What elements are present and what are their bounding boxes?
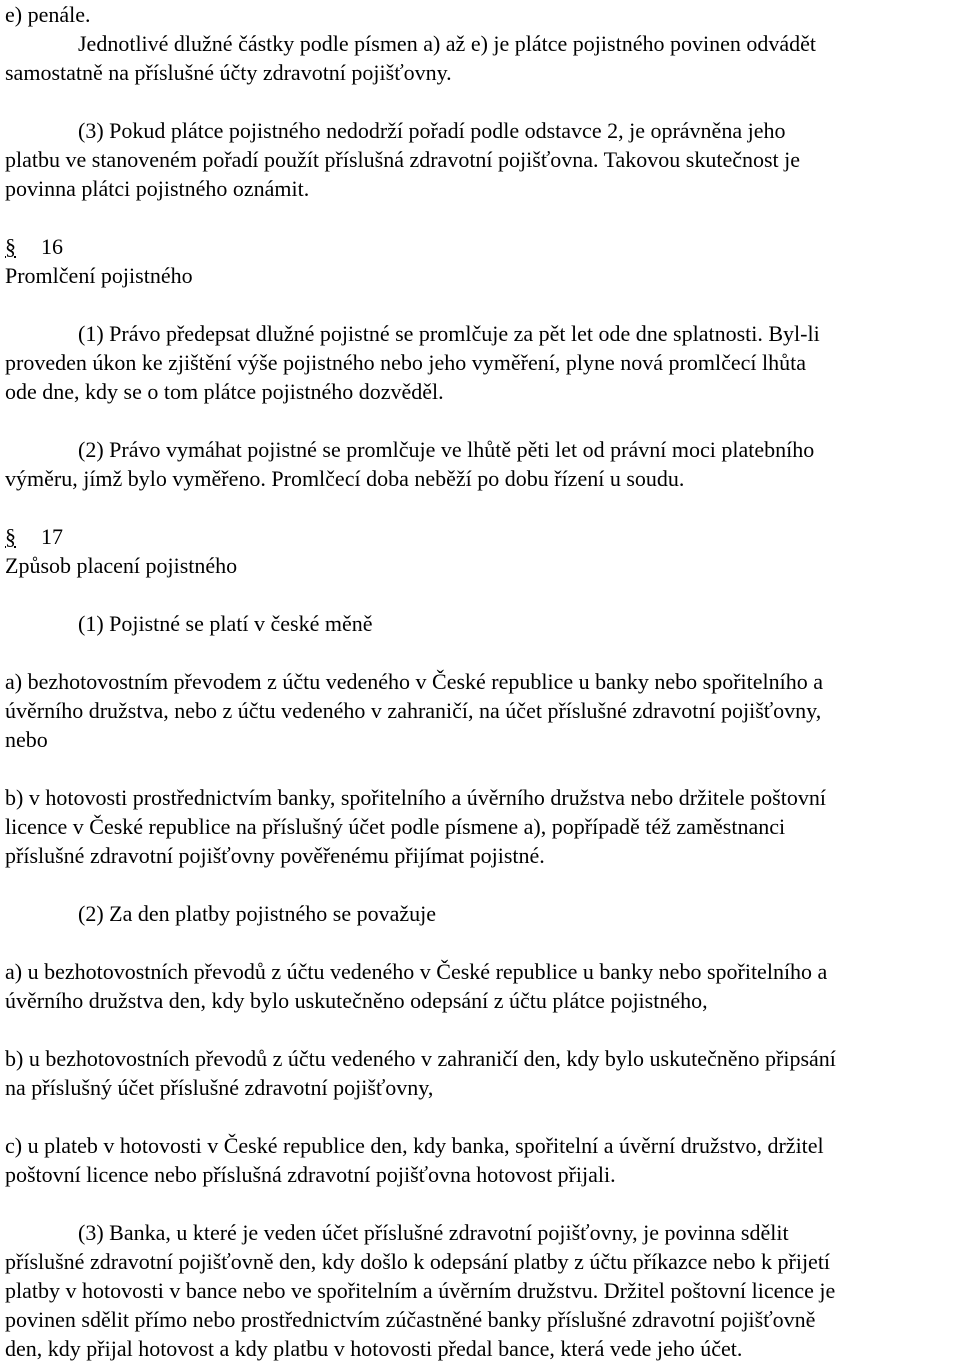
- text-line: platby v hotovosti v bance nebo ve spořitelním a úvěrním družstvu. Držitel poštovní licence je: [5, 1278, 836, 1303]
- blank-line: [5, 638, 960, 667]
- text-line: výměru, jímž bylo vyměřeno. Promlčecí doba neběží po dobu řízení u soudu.: [5, 466, 685, 491]
- text-line: c) u plateb v hotovosti v České republice den, kdy banka, spořitelní a úvěrní družstvo, držitel: [5, 1133, 824, 1158]
- text-line: platbu ve stanoveném pořadí použít příslušná zdravotní pojišťovna. Takovou skutečnost je: [5, 147, 801, 172]
- blank-line: [5, 1102, 960, 1131]
- blank-line: [5, 928, 960, 957]
- document-body: [5, 0, 960, 1363]
- text-line: samostatně na příslušné účty zdravotní pojišťovny.: [5, 60, 452, 85]
- text-line: úvěrního družstva, nebo z účtu vedeného v zahraničí, na účet příslušné zdravotní pojišťovny,: [5, 698, 822, 723]
- paragraph-first-line: (3) Banka, u které je veden účet příslušné zdravotní pojišťovny, je povinna sdělit: [78, 1220, 789, 1245]
- text-line: úvěrního družstva den, kdy bylo uskutečněno odepsání z účtu plátce pojistného,: [5, 988, 708, 1013]
- blank-line: [5, 870, 960, 899]
- text-line: licence v České republice na příslušný účet podle písmene a), popřípadě též zaměstnanci: [5, 814, 786, 839]
- text-line: b) v hotovosti prostřednictvím banky, spořitelního a úvěrního družstva nebo držitele poštovní: [5, 785, 826, 810]
- text-line: Způsob placení pojistného: [5, 553, 238, 578]
- section-number: 16: [41, 234, 63, 259]
- blank-line: [5, 493, 960, 522]
- section-mark: §: [5, 234, 16, 259]
- section-number: 17: [41, 524, 63, 549]
- blank-line: [5, 290, 960, 319]
- blank-line: [5, 406, 960, 435]
- text-line: nebo: [5, 727, 48, 752]
- blank-line: [5, 1015, 960, 1044]
- text-line: b) u bezhotovostních převodů z účtu vedeného v zahraničí den, kdy bylo uskutečněno připsání: [5, 1046, 836, 1071]
- text-line: poštovní licence nebo příslušná zdravotní pojišťovna hotovost přijali.: [5, 1162, 616, 1187]
- paragraph-first-line: (3) Pokud plátce pojistného nedodrží pořadí podle odstavce 2, je oprávněna jeho: [78, 118, 786, 143]
- text-line: povinen sdělit přímo nebo prostřednictvím zúčastněné banky příslušné zdravotní pojišťovně: [5, 1307, 816, 1332]
- text-line: Promlčení pojistného: [5, 263, 193, 288]
- text-line: den, kdy přijal hotovost a kdy platbu v hotovosti předal bance, která vede jeho účet.: [5, 1336, 743, 1361]
- paragraph-first-line: (2) Právo vymáhat pojistné se promlčuje ve lhůtě pěti let od právní moci platebního: [78, 437, 815, 462]
- blank-line: [5, 87, 960, 116]
- text-line: proveden úkon ke zjištění výše pojistného nebo jeho vyměření, plyne nová promlčecí lhůta: [5, 350, 806, 375]
- paragraph-first-line: (2) Za den platby pojistného se považuje: [78, 901, 437, 926]
- text-line: e) penále.: [5, 2, 91, 27]
- blank-line: [5, 754, 960, 783]
- text-line: a) bezhotovostním převodem z účtu vedeného v České republice u banky nebo spořitelního a: [5, 669, 824, 694]
- blank-line: [5, 1189, 960, 1218]
- section-heading: [5, 522, 960, 551]
- paragraph-first-line: (1) Právo předepsat dlužné pojistné se promlčuje za pět let ode dne splatnosti. Byl-li: [78, 321, 820, 346]
- paragraph-first-line: Jednotlivé dlužné částky podle písmen a) až e) je plátce pojistného povinen odvádět: [78, 31, 816, 56]
- blank-line: [5, 203, 960, 232]
- text-line: povinna plátci pojistného oznámit.: [5, 176, 310, 201]
- text-line: příslušné zdravotní pojišťovně den, kdy došlo k odepsání platby z účtu příkazce nebo k přijetí: [5, 1249, 831, 1274]
- document-page: [5, 0, 960, 1363]
- text-line: příslušné zdravotní pojišťovny pověřenému přijímat pojistné.: [5, 843, 545, 868]
- section-mark: §: [5, 524, 16, 549]
- blank-line: [5, 580, 960, 609]
- text-line: na příslušný účet příslušné zdravotní pojišťovny,: [5, 1075, 434, 1100]
- paragraph-first-line: (1) Pojistné se platí v české měně: [78, 611, 373, 636]
- section-heading: [5, 232, 960, 261]
- text-line: ode dne, kdy se o tom plátce pojistného dozvěděl.: [5, 379, 444, 404]
- text-line: a) u bezhotovostních převodů z účtu vedeného v České republice u banky nebo spořitelního a: [5, 959, 828, 984]
